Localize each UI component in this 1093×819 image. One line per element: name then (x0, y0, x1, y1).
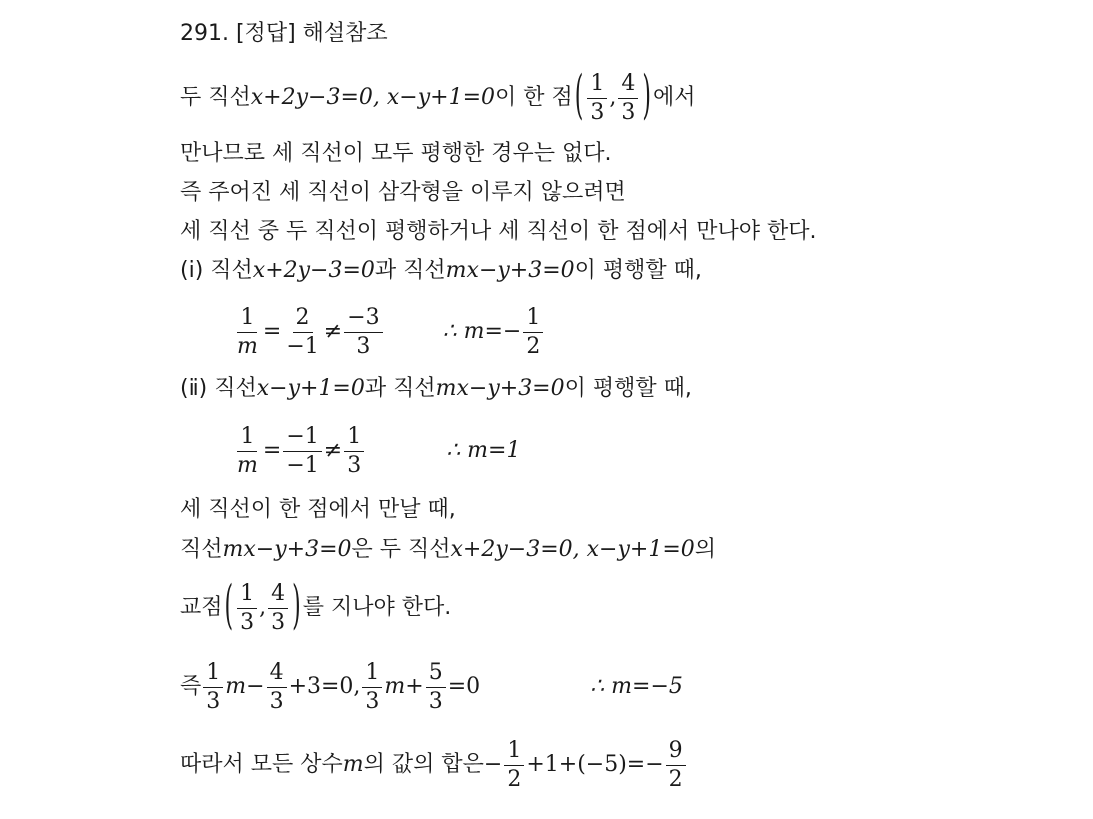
text: 만나므로 세 직선이 모두 평행한 경우는 없다. (180, 141, 612, 166)
concurrency-line (180, 537, 716, 563)
text: 이 평행할 때, (574, 258, 702, 283)
minus-sign: − (483, 752, 503, 777)
text: 세 직선 중 두 직선이 평행하거나 세 직선이 한 점에서 만나야 한다. (180, 219, 817, 244)
not-equal-sign: ≠ (323, 319, 343, 344)
expression: m− (225, 674, 265, 699)
text: 즉 주어진 세 직선이 삼각형을 이루지 않으려면 (180, 180, 626, 205)
fraction: $\frac{1}{3}$ (237, 581, 257, 636)
text-line (180, 180, 626, 206)
equation: x+2y−3=0, x−y+1=0 (250, 85, 495, 110)
intersection-line (180, 576, 452, 637)
text: 의 값의 합은 (363, 752, 484, 777)
left-paren: ( (224, 576, 234, 637)
fraction: $\frac{1}{3}$ (203, 660, 223, 715)
equals-sign: = (262, 438, 282, 463)
expression: +1+(−5)=− (526, 752, 664, 777)
conclusion: ∴ m=−5 (590, 674, 683, 699)
case-1-formula (232, 304, 545, 360)
case-2-formula (232, 423, 520, 479)
separator: , (609, 85, 617, 110)
expression: =0 (447, 674, 481, 699)
text: 를 지나야 한다. (302, 595, 452, 620)
not-equal-sign: ≠ (323, 438, 343, 463)
text: 즉 (180, 674, 202, 699)
fraction: $\frac{1}{2}$ (523, 305, 543, 360)
text: 과 직선 (374, 258, 446, 283)
case-1-heading (180, 258, 702, 284)
text: 에서 (652, 85, 696, 110)
conclusion: ∴ m=1 (446, 438, 521, 463)
fraction: $\frac{1}{2}$ (504, 738, 524, 793)
text: 이 평행할 때, (564, 376, 692, 401)
fraction: $\frac{4}{3}$ (268, 581, 288, 636)
fraction: $\frac{-3}{3}$ (344, 305, 382, 360)
equation: mx−y+3=0 (435, 376, 565, 401)
text: 직선 (180, 537, 223, 562)
expression: m+ (384, 674, 424, 699)
equals-sign: = (262, 319, 282, 344)
case-2-heading (180, 376, 692, 402)
title-text: 291. [정답] 해설참조 (180, 21, 388, 46)
fraction: $\frac{1}{3}$ (362, 660, 382, 715)
equation: x+2y−3=0, x−y+1=0 (450, 537, 695, 562)
fraction: $\frac{-1}{-1}$ (283, 424, 321, 479)
text: (ⅱ) 직선 (180, 376, 257, 401)
separator: , (259, 595, 267, 620)
equation: x−y+1=0 (256, 376, 365, 401)
fraction: $\frac{4}{3}$ (267, 660, 287, 715)
left-paren: ( (574, 66, 584, 127)
text: 은 두 직선 (351, 537, 451, 562)
problem-title (180, 21, 388, 47)
text: 따라서 모든 상수 (180, 752, 343, 777)
fraction: $\frac{9}{2}$ (666, 738, 686, 793)
fraction: $\frac{1}{3}$ (344, 424, 364, 479)
fraction: $\frac{1}{3}$ (587, 71, 607, 126)
line-intersection-point (180, 66, 696, 127)
equation: mx−y+3=0 (445, 258, 575, 283)
equation: x+2y−3=0 (252, 258, 375, 283)
text: 세 직선이 한 점에서 만날 때, (180, 497, 456, 522)
final-answer-line (180, 737, 688, 793)
text: 이 한 점 (495, 85, 573, 110)
fraction: $\frac{5}{3}$ (426, 660, 446, 715)
text: 두 직선 (180, 85, 251, 110)
fraction: $\frac{4}{3}$ (618, 71, 638, 126)
text: (ⅰ) 직선 (180, 258, 253, 283)
conclusion: ∴ m=− (442, 319, 522, 344)
right-paren: ) (642, 66, 651, 127)
text: 과 직선 (364, 376, 436, 401)
fraction: $\frac{1}{m}$ (237, 304, 258, 359)
fraction: $\frac{2}{-1}$ (286, 304, 319, 359)
text-line (180, 219, 816, 245)
fraction: $\frac{1}{m}$ (237, 423, 258, 478)
equation-line (180, 659, 683, 715)
variable: m (342, 752, 364, 777)
text: 의 (694, 537, 717, 562)
equation: mx−y+3=0 (222, 537, 352, 562)
text-line (180, 141, 612, 167)
right-paren: ) (292, 576, 301, 637)
text: 교점 (180, 595, 223, 620)
expression: +3=0, (288, 674, 361, 699)
text-line (180, 497, 456, 523)
